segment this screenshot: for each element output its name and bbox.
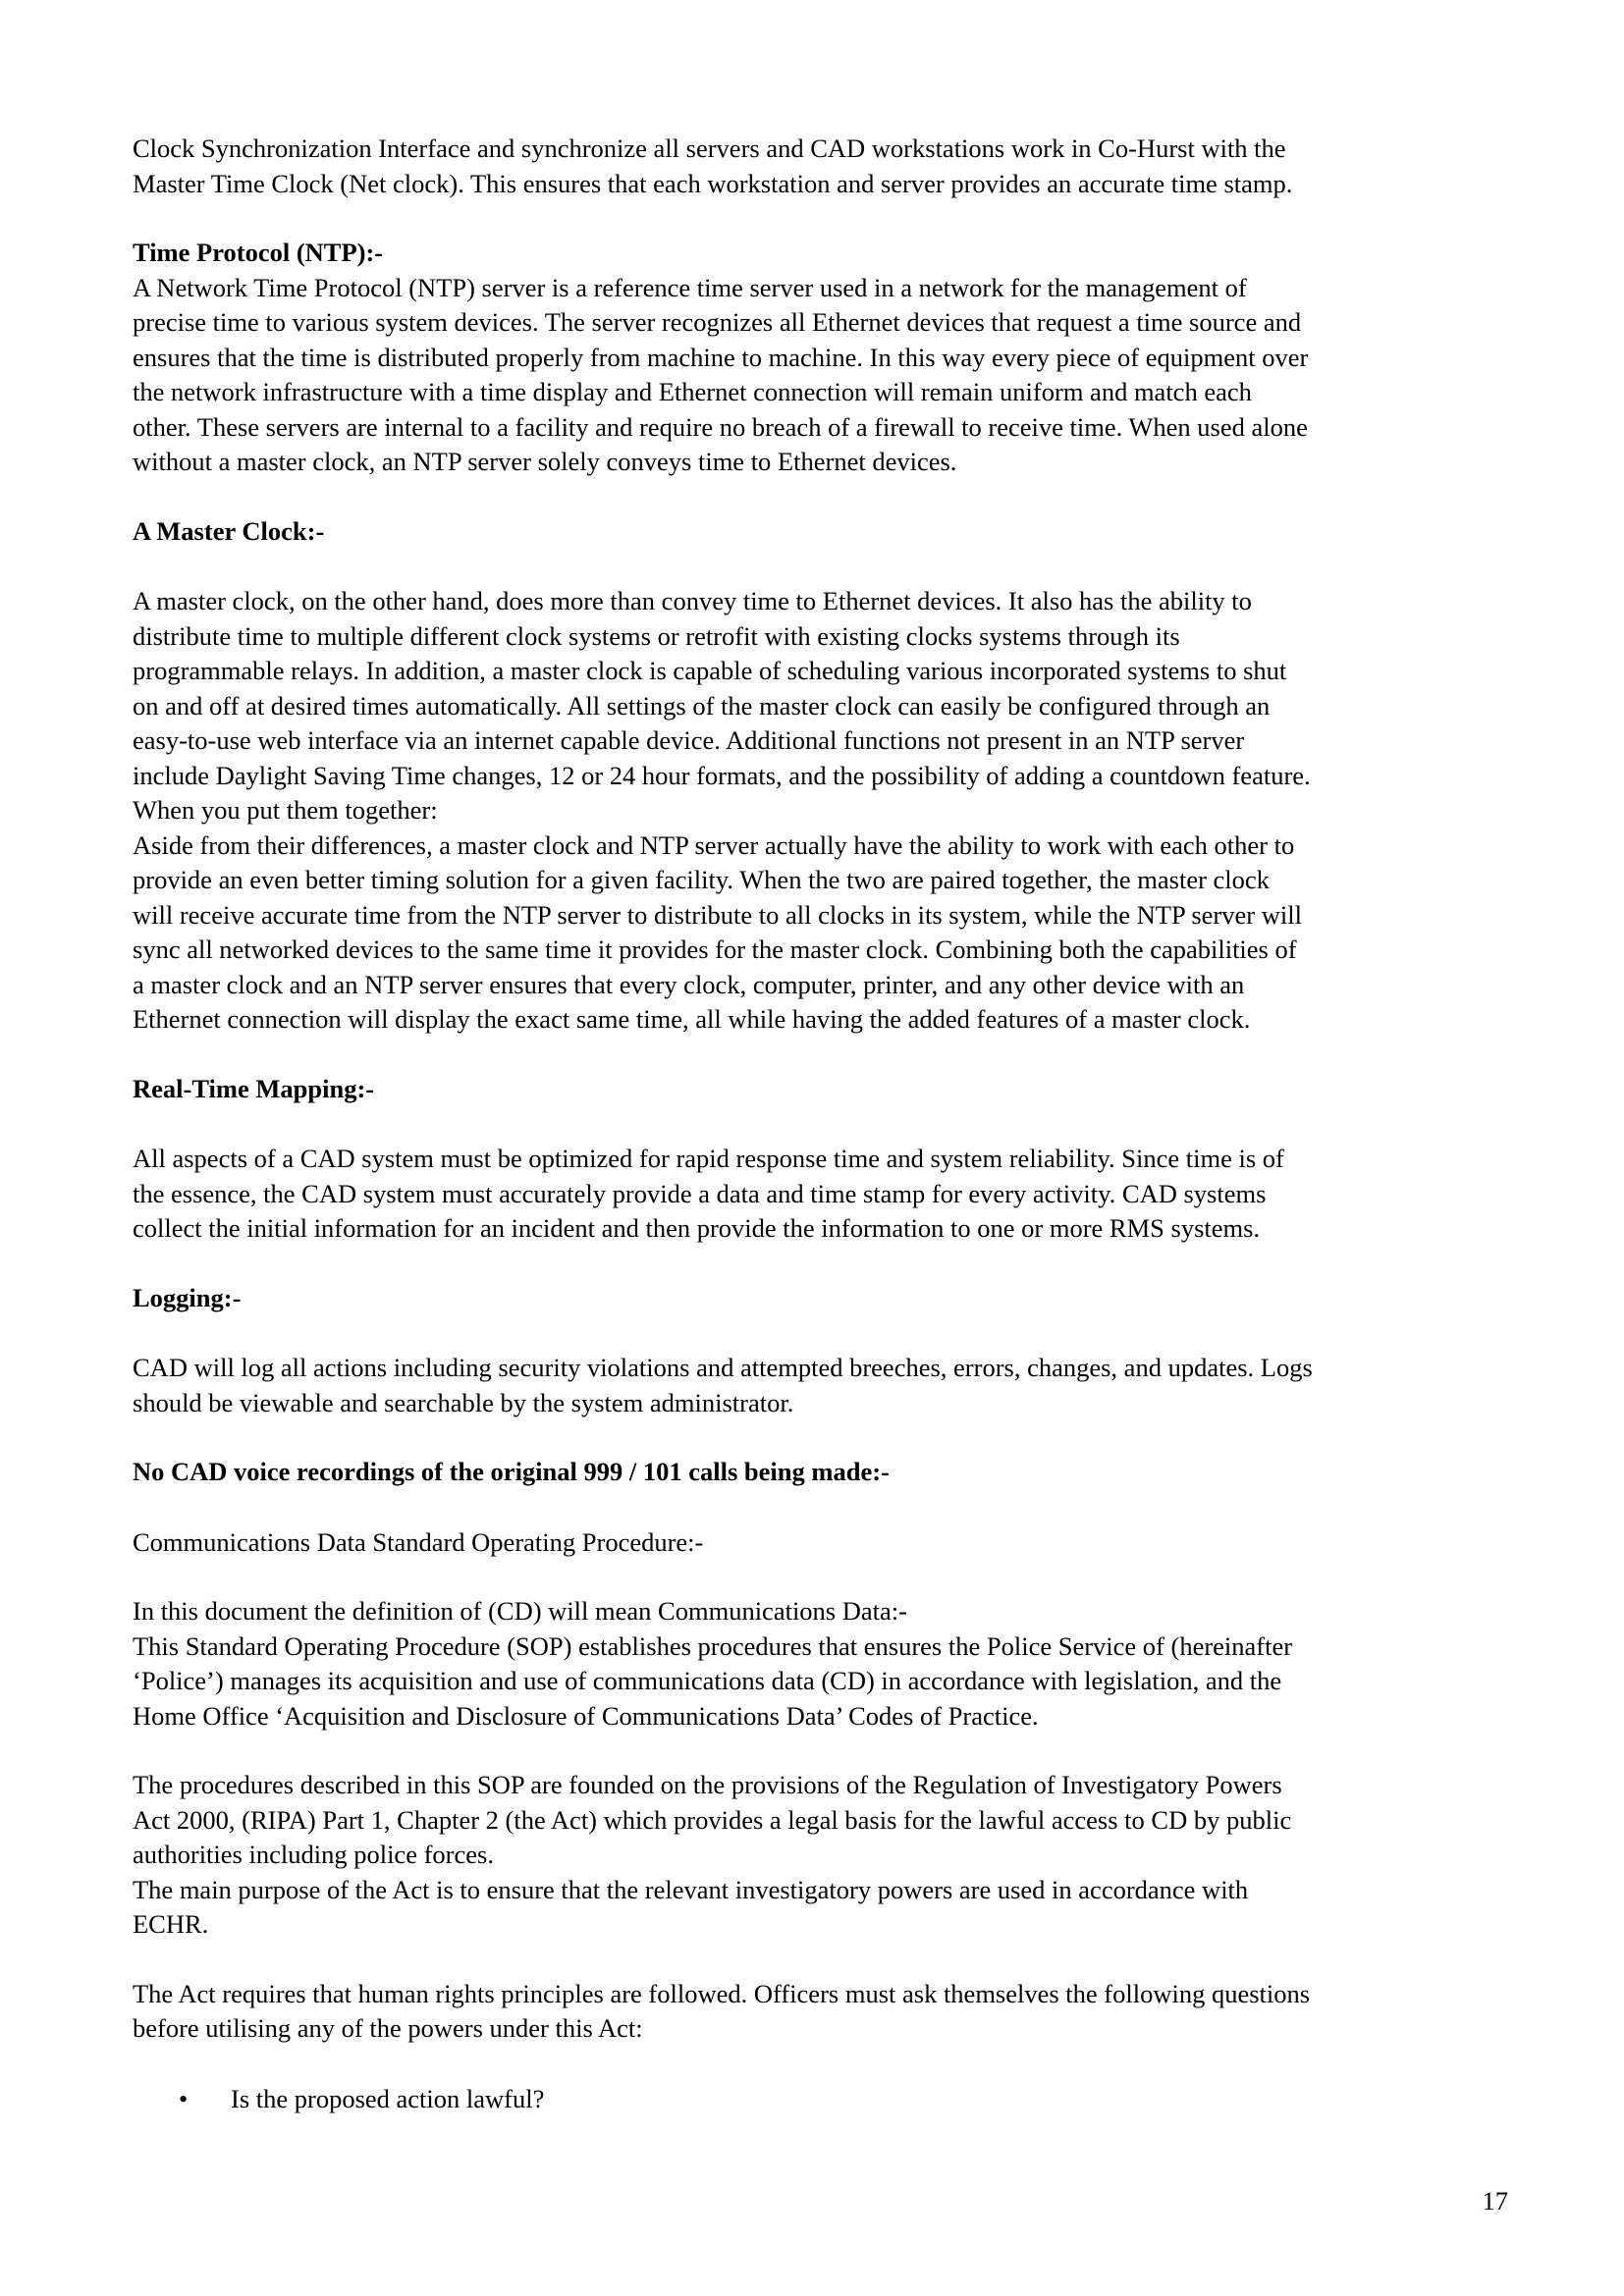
ntp-body: A Network Time Protocol (NTP) server is a reference time server used in a network for the management of precise time to various system devices. The server recognizes all Ethernet devices that request a time source and ensures that the time is distributed properly from machine to machine. In this way every piece of equipment over the network infrastructure with a time display and Ethernet connection will remain uniform and match each other. These servers are internal to a facility and require no breach of a firewall to receive time. When used alone without a master clock, an NTP server solely conveys time to Ethernet devices. xyxy=(133,272,1309,476)
cd-definition-block: In this document the definition of (CD) will mean Communications Data:- This Standard Operating Procedure (SOP) establishes procedures that ensures the Police Service of (hereinafter ‘Police’) manages its acquisition and use of communications data (CD) in accordance with legislation, and the Home Office ‘Acquisition and Disclosure of Communications Data’ Codes of Practice. xyxy=(133,1596,1293,1731)
list-item xyxy=(133,2082,1507,2117)
ripa-block: The procedures described in this SOP are founded on the provisions of the Regulation of Investigatory Powers Act 2000, (RIPA) Part 1, Chapter 2 (the Act) which provides a legal basis for the lawful access to CD by public authorities including police forces. The main purpose of the Act is to ensure that the relevant investigatory powers are used in accordance with ECHR. xyxy=(133,1770,1292,1939)
no-cad-voice-heading: No CAD voice recordings of the original 999 / 101 calls being made:- xyxy=(133,1457,890,1486)
questions-list xyxy=(133,2082,1507,2117)
cd-sop-title: Communications Data Standard Operating Procedure:- xyxy=(133,1526,704,1557)
page-content xyxy=(133,132,1507,2116)
human-rights-block: The Act requires that human rights principles are followed. Officers must ask themselves the following questions before utilising any of the powers under this Act: xyxy=(133,1978,1311,2043)
bullet-icon: • xyxy=(179,2083,189,2113)
list-item-text: Is the proposed action lawful? xyxy=(231,2083,545,2113)
master-clock-heading: A Master Clock:- xyxy=(133,515,325,546)
logging-heading: Logging:- xyxy=(133,1282,242,1312)
real-time-mapping-heading: Real-Time Mapping:- xyxy=(133,1073,375,1103)
logging-body: CAD will log all actions including security violations and attempted breeches, errors, changes, and updates. Logs should be viewable and searchable by the system administrator. xyxy=(133,1353,1313,1417)
page-number: 17 xyxy=(1482,2186,1508,2216)
master-clock-body: A master clock, on the other hand, does more than convey time to Ethernet devices. It also has the ability to distribute time to multiple different clock systems or retrofit with existing clocks systems through its programmable relays. In addition, a master clock is capable of scheduling various incorporated systems to shut on and off at desired times automatically. All settings of the master clock can easily be configured through an easy-to-use web interface via an internet capable device. Additional functions not present in an NTP server include Daylight Saving Time changes, 12 or 24 hour formats, and the possibility of adding a countdown feature. When you put them together: Aside from their differences, a master clock and NTP server actually have the ability to work with each other to provide an even better timing solution for a given facility. When the two are paired together, the master clock will receive accurate time from the NTP server to distribute to all clocks in its system, while the NTP server will sync all networked devices to the same time it provides for the master clock. Combining both the capabilities of a master clock and an NTP server ensures that every clock, computer, printer, and any other device with an Ethernet connection will display the exact same time, all while having the added features of a master clock. xyxy=(133,586,1311,1034)
real-time-mapping-body: All aspects of a CAD system must be optimized for rapid response time and system reliability. Since time is of the essence, the CAD system must accurately provide a data and time stamp for every activity. CAD systems collect the initial information for an incident and then provide the information to one or more RMS systems. xyxy=(133,1144,1284,1243)
ntp-heading: Time Protocol (NTP):- xyxy=(133,238,384,267)
intro-paragraph: Clock Synchronization Interface and synchronize all servers and CAD workstations work in Co-Hurst with the Master Time Clock (Net clock). This ensures that each workstation and server provides an accurate time stamp. xyxy=(133,133,1293,198)
